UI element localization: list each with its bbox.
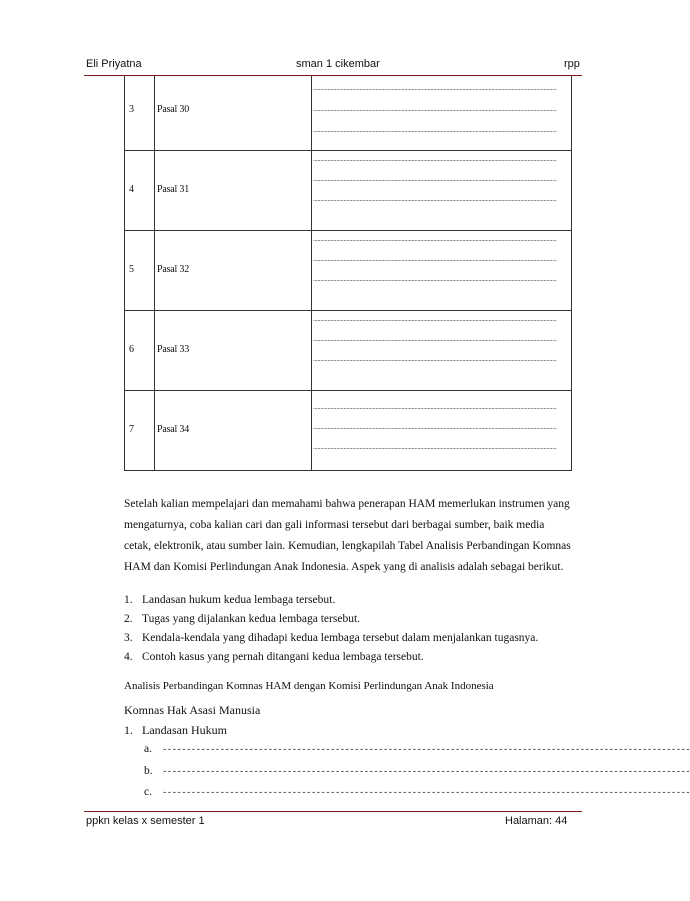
header-school: sman 1 cikembar [296, 58, 380, 70]
answer-dotted-line: ........................................................................................................................................................................ [313, 126, 557, 134]
list-item [124, 651, 424, 663]
answer-dotted-line: ........................................................................................................................................................................ [313, 275, 557, 283]
list-number: 4. [124, 651, 133, 663]
answer-line-item [144, 786, 690, 798]
table-row [125, 76, 571, 151]
cell-number [125, 391, 155, 471]
answer-dotted-line: ........................................................................................................................................................................ [313, 443, 557, 451]
row-number: 7 [129, 424, 134, 435]
cell-answer [311, 311, 571, 390]
list-text: Contoh kasus yang pernah ditangani kedua lembaga tersebut. [142, 651, 424, 663]
cell-number [125, 76, 155, 150]
row-pasal: Pasal 33 [157, 344, 190, 355]
list-number: 2. [124, 613, 133, 625]
answer-dotted-line: ........................................................................................................................................................................ [313, 175, 557, 183]
table-row [125, 151, 571, 231]
item-letter: b. [144, 765, 153, 777]
footer-course: ppkn kelas x semester 1 [86, 815, 205, 827]
list-item [124, 613, 360, 625]
answer-dotted-line: ........................................................................................................................................................................ [313, 195, 557, 203]
cell-answer [311, 76, 571, 150]
dashed-answer-line: -------------------------------------------------------------------------------------------------------------- [162, 745, 690, 755]
section-title: Komnas Hak Asasi Manusia [124, 703, 261, 717]
row-number: 6 [129, 344, 134, 355]
answer-dotted-line: ........................................................................................................................................................................ [313, 423, 557, 431]
list-item [124, 632, 538, 644]
cell-number [125, 311, 155, 390]
cell-number [125, 231, 155, 310]
cell-pasal [154, 311, 312, 390]
answer-dotted-line: ........................................................................................................................................................................ [313, 403, 557, 411]
instruction-paragraph [124, 494, 580, 578]
row-number: 5 [129, 264, 134, 275]
answer-dotted-line: ........................................................................................................................................................................ [313, 84, 557, 92]
analysis-title: Analisis Perbandingan Komnas HAM dengan Komisi Perlindungan Anak Indonesia [124, 680, 494, 692]
answer-dotted-line: ........................................................................................................................................................................ [313, 255, 557, 263]
header-doc-type: rpp [564, 58, 580, 70]
table-row [125, 231, 571, 311]
footer-rule [84, 811, 582, 812]
list-text: Landasan hukum kedua lembaga tersebut. [142, 594, 336, 606]
item-letter: a. [144, 743, 152, 755]
header-author: Eli Priyatna [86, 58, 142, 70]
paragraph-line: Setelah kalian mempelajari dan memahami bahwa penerapan HAM memerlukan instrumen yang [124, 498, 570, 510]
paragraph-line: HAM dan Komisi Perlindungan Anak Indonesia. Aspek yang di analisis adalah sebagai berikut. [124, 561, 564, 573]
paragraph-line: cetak, elektronik, atau sumber lain. Kemudian, lengkapilah Tabel Analisis Perbandingan Komnas [124, 540, 571, 552]
row-number: 4 [129, 184, 134, 195]
table-row [125, 311, 571, 391]
answer-dotted-line: ........................................................................................................................................................................ [313, 315, 557, 323]
row-pasal: Pasal 30 [157, 104, 190, 115]
subsection-title [124, 723, 227, 738]
item-letter: c. [144, 786, 152, 798]
dashed-answer-line: -------------------------------------------------------------------------------------------------------------- [162, 767, 690, 777]
answer-dotted-line: ........................................................................................................................................................................ [313, 355, 557, 363]
list-number: 1. [124, 594, 133, 606]
cell-pasal [154, 391, 312, 471]
list-text: Kendala-kendala yang dihadapi kedua lembaga tersebut dalam menjalankan tugasnya. [142, 632, 539, 644]
pasal-table [124, 76, 572, 471]
row-pasal: Pasal 31 [157, 184, 190, 195]
cell-answer [311, 151, 571, 230]
subsection-number: 1. [124, 723, 133, 737]
answer-line-item [144, 765, 690, 777]
answer-dotted-line: ........................................................................................................................................................................ [313, 155, 557, 163]
cell-answer [311, 231, 571, 310]
row-pasal: Pasal 32 [157, 264, 190, 275]
answer-dotted-line: ........................................................................................................................................................................ [313, 335, 557, 343]
list-number: 3. [124, 632, 133, 644]
paragraph-line: mengaturnya, coba kalian cari dan gali informasi tersebut dari berbagai sumber, baik media [124, 519, 545, 531]
answer-line-item [144, 743, 690, 755]
answer-dotted-line: ........................................................................................................................................................................ [313, 235, 557, 243]
dashed-answer-line: -------------------------------------------------------------------------------------------------------------- [162, 788, 690, 798]
cell-number [125, 151, 155, 230]
cell-pasal [154, 231, 312, 310]
list-item [124, 594, 335, 606]
cell-pasal [154, 151, 312, 230]
row-number: 3 [129, 104, 134, 115]
table-row [125, 391, 571, 471]
answer-dotted-line: ........................................................................................................................................................................ [313, 105, 557, 113]
list-text: Tugas yang dijalankan kedua lembaga tersebut. [142, 613, 361, 625]
row-pasal: Pasal 34 [157, 424, 190, 435]
cell-answer [311, 391, 571, 471]
cell-pasal [154, 76, 312, 150]
footer-page-number: Halaman: 44 [505, 815, 568, 827]
subsection-text: Landasan Hukum [142, 723, 227, 737]
